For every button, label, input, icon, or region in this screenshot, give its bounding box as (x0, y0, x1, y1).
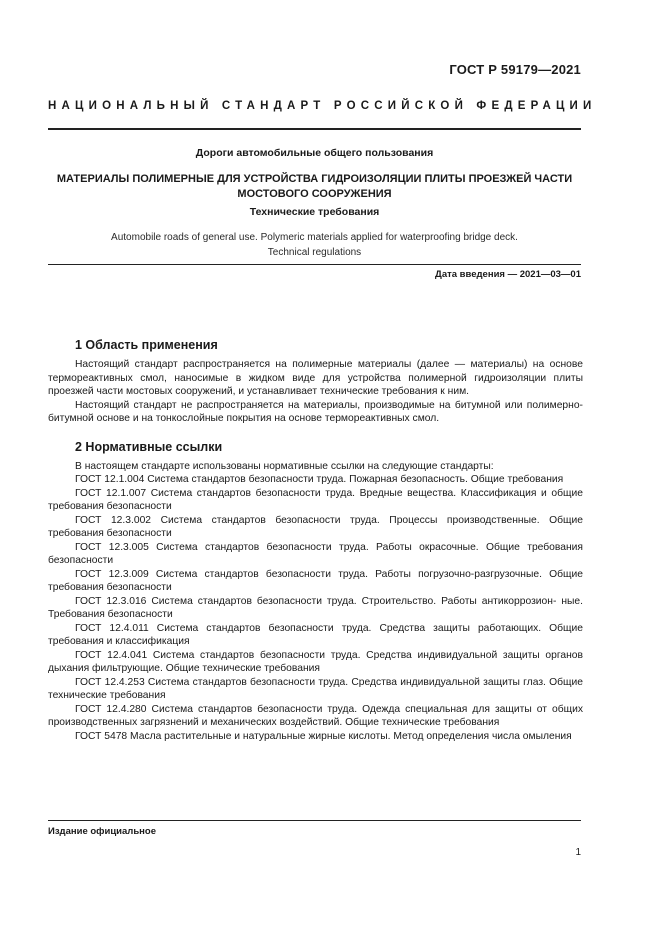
section-1-paragraph: Настоящий стандарт распространяется на полимерные материалы (далее — материалы) на основе термореактивных смол, наносимые в жидком виде для устройства полимерной гидроизоляции плиты проезжей части мостовых сооружений, и устанавливает технические требования к ним. (48, 359, 583, 397)
reference-item: ГОСТ 12.3.009 Система стандартов безопасности труда. Работы погрузочно-разгрузочные. Общие требования безопасности (48, 568, 583, 593)
official-edition-label: Издание официальное (48, 826, 156, 837)
standard-code: ГОСТ Р 59179—2021 (449, 62, 581, 77)
section-1-paragraph: Настоящий стандарт не распространяется на материалы, производимые на битумной или полимерно-битумной основе и на тонкослойные покрытия на основе термореактивных смол. (48, 399, 583, 424)
reference-item: ГОСТ 12.4.280 Система стандартов безопасности труда. Одежда специальная для защиты от общих производственных загрязнений и механических воздействий. Общие технические требования (48, 703, 583, 728)
top-divider (48, 128, 581, 130)
footer-divider (48, 820, 581, 821)
english-title (48, 230, 581, 260)
reference-item: ГОСТ 12.4.041 Система стандартов безопасности труда. Средства индивидуальной защиты органов дыхания фильтрующие. Общие технические требования (48, 649, 583, 674)
reference-item: ГОСТ 12.4.253 Система стандартов безопасности труда. Средства индивидуальной защиты глаз. Общие технические требования (48, 676, 583, 701)
main-title: МАТЕРИАЛЫ ПОЛИМЕРНЫЕ ДЛЯ УСТРОЙСТВА ГИДРОИЗОЛЯЦИИ ПЛИТЫ ПРОЕЗЖЕЙ ЧАСТИ МОСТОВОГО СООРУЖЕНИЯ (56, 173, 573, 200)
reference-intro: В настоящем стандарте использованы нормативные ссылки на следующие стандарты: (75, 460, 494, 472)
reference-item: ГОСТ 5478 Масла растительные и натуральные жирные кислоты. Метод определения числа омыления (75, 730, 572, 742)
section-2-heading: 2 Нормативные ссылки (75, 439, 223, 454)
page-number: 1 (575, 847, 581, 858)
reference-item: ГОСТ 12.3.002 Система стандартов безопасности труда. Процессы производственные. Общие требования безопасности (48, 514, 583, 539)
national-standard-banner: НАЦИОНАЛЬНЫЙ СТАНДАРТ РОССИЙСКОЙ ФЕДЕРАЦИИ (48, 100, 597, 112)
general-title: Дороги автомобильные общего пользования (195, 147, 434, 159)
reference-item: ГОСТ 12.3.016 Система стандартов безопасности труда. Строительство. Работы антикоррозион- ные. Требования безопасности (48, 595, 583, 620)
document-body (48, 338, 583, 743)
english-title-line-2: Technical regulations (267, 247, 362, 258)
subtitle: Технические требования (249, 206, 380, 218)
section-1-heading: 1 Область применения (75, 338, 218, 352)
title-divider (48, 264, 581, 265)
english-title-line-1: Automobile roads of general use. Polymeric materials applied for waterproofing bridge deck. (111, 232, 518, 243)
reference-item: ГОСТ 12.4.011 Система стандартов безопасности труда. Средства защиты работающих. Общие требования и классификация (48, 622, 583, 647)
introduction-date: Дата введения — 2021—03—01 (435, 269, 581, 280)
title-block (48, 147, 581, 260)
reference-item: ГОСТ 12.1.004 Система стандартов безопасности труда. Пожарная безопасность. Общие требования (75, 474, 564, 485)
reference-item: ГОСТ 12.3.005 Система стандартов безопасности труда. Работы окрасочные. Общие требования безопасности (48, 541, 583, 566)
reference-item: ГОСТ 12.1.007 Система стандартов безопасности труда. Вредные вещества. Классификация и общие требования безопасности (48, 487, 583, 512)
